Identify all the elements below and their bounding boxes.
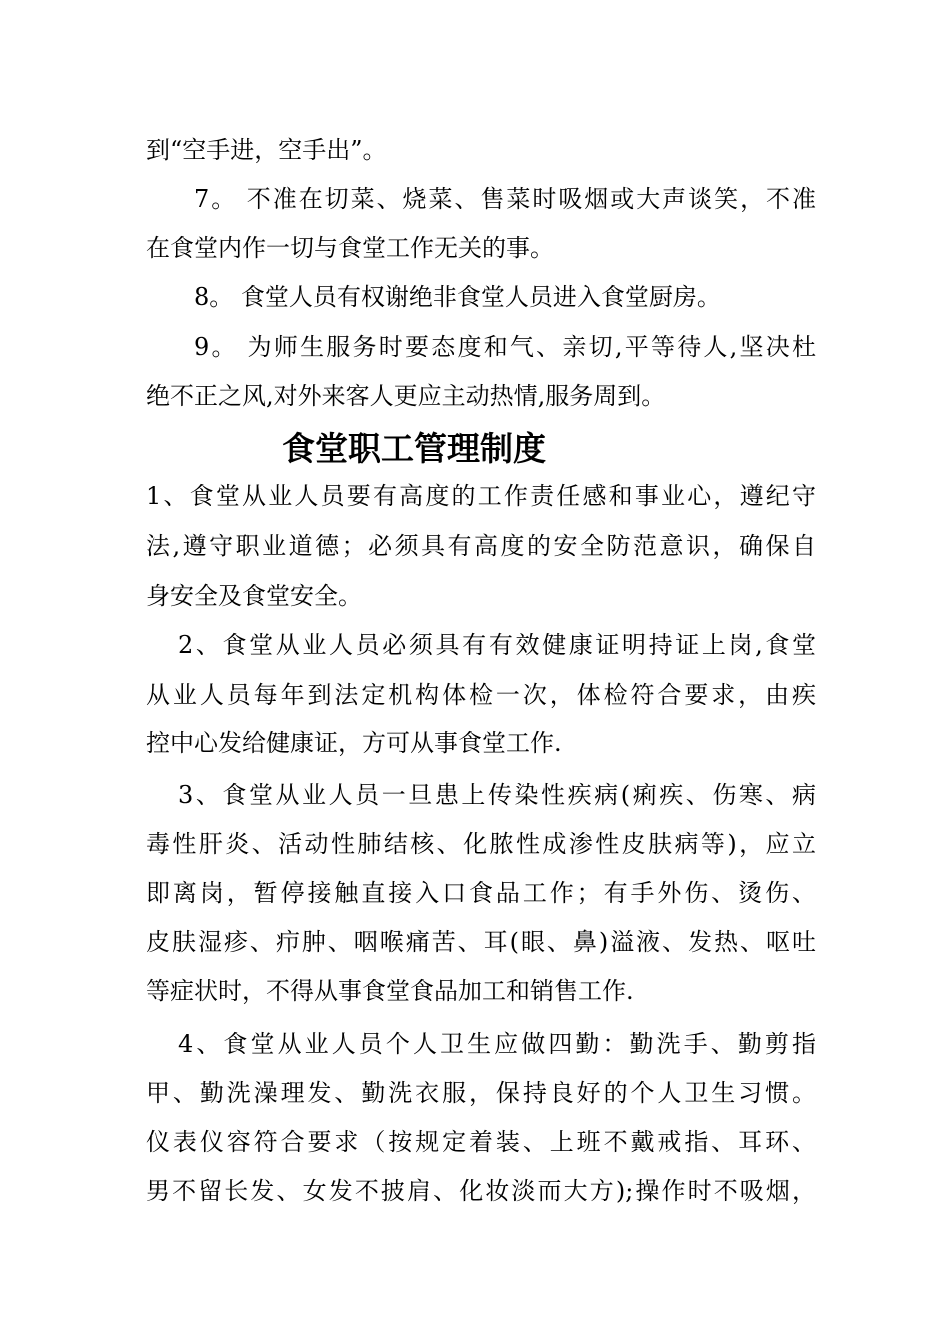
section-rule-1-line-3: 身安全及食堂安全。	[146, 582, 362, 610]
section-title: 食堂职工管理制度	[282, 429, 546, 468]
rule-8: 8。 食堂人员有权谢绝非食堂人员进入食堂厨房。	[194, 283, 721, 311]
section-rule-3-line-2: 毒性肝炎、活动性肺结核、化脓性成渗性皮肤病等)，应立	[146, 830, 816, 858]
section-rule-3-line-5: 等症状时，不得从事食堂食品加工和销售工作.	[146, 977, 634, 1005]
section-rule-3-line-3: 即离岗，暂停接触直接入口食品工作；有手外伤、烫伤、	[146, 879, 816, 907]
rule-7-line-2: 在食堂内作一切与食堂工作无关的事。	[146, 234, 554, 262]
rule-7-line-1: 7。 不准在切菜、烧菜、售菜时吸烟或大声谈笑，不准	[194, 185, 816, 213]
section-rule-3-line-4: 皮肤湿疹、疖肿、咽喉痛苦、耳(眼、鼻)溢液、发热、呕吐	[146, 928, 816, 956]
rule-6-continuation: 到“空手进，空手出”。	[146, 136, 387, 164]
section-rule-4-line-4: 男不留长发、女发不披肩、化妆淡而大方);操作时不吸烟，	[146, 1177, 816, 1205]
rule-9-line-1: 9。 为师生服务时要态度和气、亲切,平等待人,坚决杜	[194, 333, 816, 361]
section-rule-4-line-2: 甲、勤洗澡理发、勤洗衣服，保持良好的个人卫生习惯。	[146, 1079, 816, 1107]
section-rule-4-line-3: 仪表仪容符合要求（按规定着装、上班不戴戒指、耳环、	[146, 1128, 816, 1156]
section-rule-3-line-1: 3、食堂从业人员一旦患上传染性疾病(痢疾、伤寒、病	[178, 781, 816, 809]
section-rule-1-line-2: 法,遵守职业道德；必须具有高度的安全防范意识，确保自	[146, 532, 816, 560]
section-rule-4-line-1: 4、食堂从业人员个人卫生应做四勤：勤洗手、勤剪指	[178, 1030, 816, 1058]
section-rule-2-line-3: 控中心发给健康证，方可从事食堂工作.	[146, 729, 562, 757]
section-rule-1-line-1: 1、食堂从业人员要有高度的工作责任感和事业心，遵纪守	[146, 482, 816, 510]
rule-9-line-2: 绝不正之风,对外来客人更应主动热情,服务周到。	[146, 382, 666, 410]
section-rule-2-line-1: 2、食堂从业人员必须具有有效健康证明持证上岗,食堂	[178, 631, 816, 659]
section-rule-2-line-2: 从业人员每年到法定机构体检一次，体检符合要求，由疾	[146, 681, 816, 709]
